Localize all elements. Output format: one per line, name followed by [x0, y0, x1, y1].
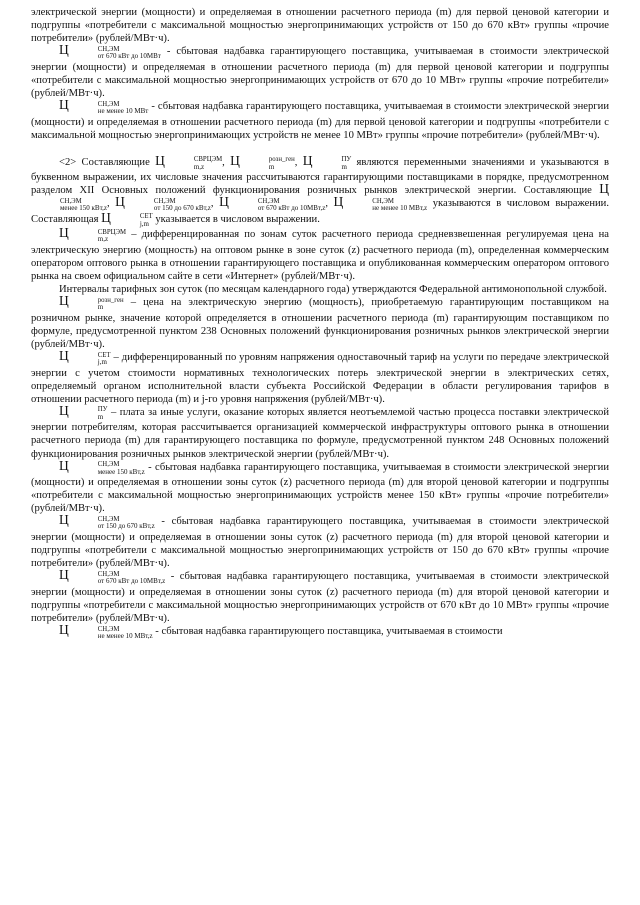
- formula-symbol: Ц: [101, 209, 111, 225]
- paragraph: Ц розн_ген m – цена на электрическую энергию (мощность), приобретаемую гарантирующим поставщиком на розничном рынке, значение которой определяется в отношении расчетного периода (m) гарантирующим поставщиком по формуле, предусмотренной пунктом 238 Основных положений функционирования розничных рынков электрической энергии (рублей/МВт·ч).: [31, 293, 609, 350]
- formula-symbol: Ц: [599, 181, 609, 197]
- paragraph: <2> Составляющие Ц СВРЦЭМ m,z , Ц розн_ген m , Ц ПУ m являются переменными значениями и указываются в буквенном выражении, их числовые значения рассчитываются гарантирующими поставщиками в порядке, предусмотренном разделом XII Основных положений функционирования розничных рынков электрической энергии. Составляющие Ц СН,ЭМ менее 150 кВт,z , Ц СН,ЭМ от 150 до 670 кВт,z , Ц СН,ЭМ от 670 кВт до 10МВт,z , Ц СН,ЭМ не менее 10 МВт,z указываются в числовом выражении. Составляющая Ц СЕТ j,m указывается в числовом выражении.: [31, 152, 610, 228]
- formula-symbol: Ц: [115, 194, 125, 210]
- paragraph: Ц СН,ЭМ от 150 до 670 кВт,z - сбытовая надбавка гарантирующего поставщика, учитываемая в стоимости электрической энергии (мощности) и определяемая в отношении зоны суток (z) расчетного периода (m) для второй ценовой категории и подгруппы «потребители с максимальной мощностью энергопринимающих устройств от 150 до 670 кВт» группы «прочие потребители» (рублей/МВт·ч).: [31, 512, 609, 570]
- paragraph: Ц СЕТ j,m – дифференцированный по уровням напряжения одноставочный тариф на услуги по передаче электрической энергии с учетом стоимости нормативных технологических потерь электрической энергии в электрических сетях, определяемый органом исполнительной власти субъекта Российской Федерации в области регулирования тарифов в отношении расчетного периода (m) и j-го уровня напряжения (рублей/МВт·ч).: [31, 348, 609, 405]
- paragraph: Интервалы тарифных зон суток (по месяцам календарного года) утверждаются Федеральной антимонопольной службой.: [59, 284, 607, 296]
- paragraph: Ц СН,ЭМ менее 150 кВт,z - сбытовая надбавка гарантирующего поставщика, учитываемая в стоимости электрической энергии (мощности) и определяемая в отношении зоны суток (z) расчетного периода (m) для второй ценовой категории и подгруппы «потребители с максимальной мощностью энергопринимающих устройств менее 150 кВт» группы «прочие потребители» (рублей/МВт·ч).: [31, 457, 609, 515]
- formula-symbol: Ц: [59, 512, 69, 528]
- paragraph: Ц ПУ m – плата за иные услуги, оказание которых является неотъемлемой частью процесса поставки электрической энергии потребителям, которая рассчитывается организацией коммерческой инфраструктуры оптового рынка в отношении расчетного периода (m) для гарантирующего поставщика по формуле, предусмотренной пунктом 248 Основных положений функционирования розничных рынков электрической энергии (рублей/МВт·ч).: [31, 402, 609, 460]
- formula-symbol: Ц: [59, 97, 69, 113]
- formula-symbol: Ц: [59, 42, 69, 58]
- formula-symbol: Ц: [302, 152, 313, 168]
- formula-symbol: Ц: [59, 293, 69, 309]
- paragraph: Ц СН,ЭМ не менее 10 МВт - сбытовая надбавка гарантирующего поставщика, учитываемая в стоимости электрической энергии (мощности) и определяемая в отношении расчетного периода (m) для первой ценовой категории и подгруппы «потребители с максимальной мощностью энергопринимающих устройств не менее 10 МВт» группы «прочие потребители» (рублей/МВт·ч).: [31, 97, 609, 141]
- formula-symbol: Ц: [219, 194, 229, 210]
- formula-symbol: Ц: [230, 152, 240, 168]
- paragraph: Ц СН,ЭМ от 670 кВт до 10МВт,z - сбытовая надбавка гарантирующего поставщика, учитываемая в стоимости электрической энергии (мощности) и определяемая в отношении зоны суток (z) расчетного периода (m) для второй ценовой категории и подгруппы «потребители с максимальной мощностью энергопринимающих устройств от 670 кВт до 10 МВт» группы «прочие потребители» (рублей/МВт·ч).: [31, 567, 609, 624]
- formula-symbol: Ц: [59, 622, 69, 637]
- paragraph: Ц СН,ЭМ не менее 10 МВт,z - сбытовая надбавка гарантирующего поставщика, учитываемая в стоимости: [59, 622, 503, 640]
- formula-symbol: Ц: [59, 567, 69, 583]
- paragraph: электрической энергии (мощности) и определяемая в отношении расчетного периода (m) для первой ценовой категории и подгруппы «потребители с максимальной мощностью энергопринимающих устройств от 150 до 670 кВт» группы «прочие потребители» (рублей/МВт·ч).: [31, 7, 609, 45]
- formula-symbol: Ц: [59, 457, 69, 473]
- formula-symbol: Ц: [333, 194, 344, 210]
- formula-symbol: Ц: [59, 348, 69, 364]
- paragraph: Ц СВРЦЭМ m,z – дифференцированная по зонам суток расчетного периода средневзвешенная регулируемая цена на электрическую энергию (мощность) на оптовом рынке в зоне суток (z) расчетного периода (m), определенная коммерческим оператором оптового рынка в отношении гарантирующего поставщика и опубликованная коммерческим оператором оптового рынка на своем официальном сайте в сети «Интернет» (рублей/МВт·ч).: [31, 225, 609, 283]
- formula-symbol: Ц: [155, 152, 165, 168]
- formula-symbol: Ц: [59, 402, 69, 418]
- formula-symbol: Ц: [59, 225, 69, 241]
- paragraph: Ц СН,ЭМ от 670 кВт до 10МВт - сбытовая надбавка гарантирующего поставщика, учитываемая в стоимости электрической энергии (мощности) и определяемая в отношении расчетного периода (m) для первой ценовой категории и подгруппы «потребители с максимальной мощностью энергопринимающих устройств от 670 до 10 МВт» группы «прочие потребители» (рублей/МВт·ч).: [31, 42, 609, 99]
